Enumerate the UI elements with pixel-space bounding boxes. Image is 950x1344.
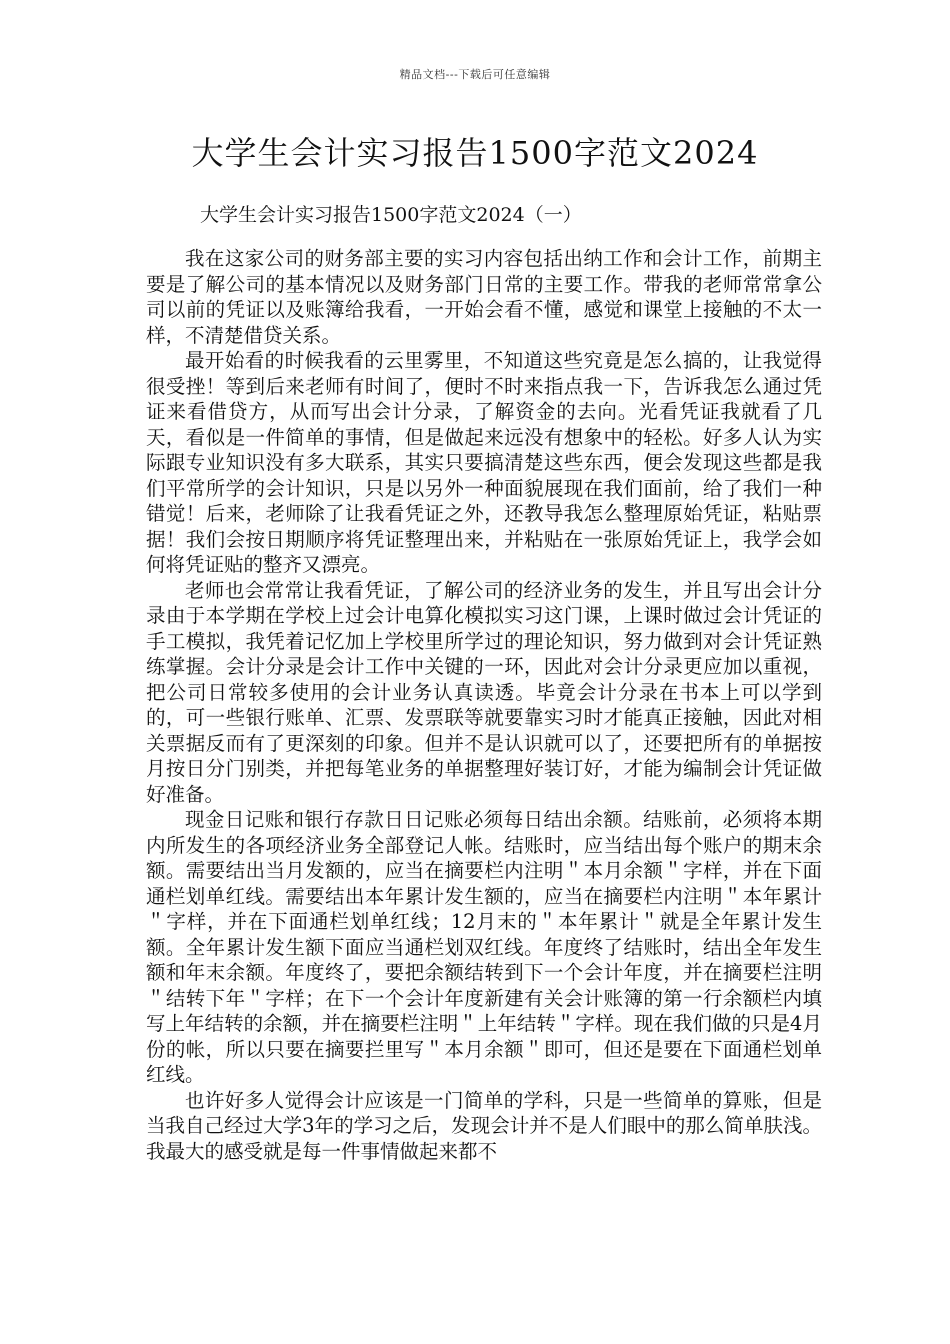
paragraph: 最开始看的时候我看的云里雾里，不知道这些究竟是怎么搞的，让我觉得很受挫！等到后来老师有时间了，便时不时来指点我一下，告诉我怎么通过凭证来看借贷方，从而写出会计分录，了解资金的去向。光看凭证我就看了几天，看似是一件简单的事情，但是做起来远没有想象中的轻松。好多人认为实际跟专业知识没有多大联系，其实只要搞清楚这些东西，便会发现这些都是我们平常所学的会计知识，只是以另外一种面貌展现在我们面前，给了我们一种错觉！后来，老师除了让我看凭证之外，还教导我怎么整理原始凭证，粘贴票据！我们会按日期顺序将凭证整理出来，并粘贴在一张原始凭证上，我学会如何将凭证贴的整齐又漂亮。 <box>146 349 822 576</box>
paragraph: 现金日记账和银行存款日日记账必须每日结出余额。结账前，必须将本期内所发生的各项经济业务全部登记人帐。结账时，应当结出每个账户的期末余额。需要结出当月发额的，应当在摘要栏内注明＂本月余额＂字样，并在下面通栏划单红线。需要结出本年累计发生额的，应当在摘要栏内注明＂本年累计＂字样，并在下面通栏划单红线；12月末的＂本年累计＂就是全年累计发生额。全年累计发生额下面应当通栏划双红线。年度终了结账时，结出全年发生额和年末余额。年度终了，要把余额结转到下一个会计年度，并在摘要栏注明＂结转下年＂字样；在下一个会计年度新建有关会计账簿的第一行余额栏内填写上年结转的余额，并在摘要栏注明＂上年结转＂字样。现在我们做的只是4月份的帐，所以只要在摘要拦里写＂本月余额＂即可，但还是要在下面通栏划单红线。 <box>146 808 822 1086</box>
paragraph: 也许好多人觉得会计应该是一门简单的学科，只是一些简单的算账，但是当我自己经过大学3年的学习之后，发现会计并不是人们眼中的那么简单肤浅。我最大的感受就是每一件事情做起来都不 <box>146 1088 822 1163</box>
body-text <box>146 246 822 1164</box>
paragraph: 老师也会常常让我看凭证，了解公司的经济业务的发生，并且写出会计分录由于本学期在学校上过会计电算化模拟实习这门课，上课时做过会计凭证的手工模拟，我凭着记忆加上学校里所学过的理论知识，努力做到对会计凭证熟练掌握。会计分录是会计工作中关键的一环，因此对会计分录更应加以重视，把公司日常较多使用的会计业务认真读透。毕竟会计分录在书本上可以学到的，可一些银行账单、汇票、发票联等就要靠实习时才能真正接触，因此对相关票据反而有了更深刻的印象。但并不是认识就可以了，还要把所有的单据按月按日分门别类，并把每笔业务的单据整理好装订好，才能为编制会计凭证做好准备。 <box>146 578 822 806</box>
document-title: 大学生会计实习报告1500字范文2024 <box>191 134 759 172</box>
header-note: 精品文档---下载后可任意编辑 <box>399 68 551 81</box>
section-subtitle: 大学生会计实习报告1500字范文2024（一） <box>200 204 582 226</box>
paragraph: 我在这家公司的财务部主要的实习内容包括出纳工作和会计工作，前期主要是了解公司的基本情况以及财务部门日常的主要工作。带我的老师常常拿公司以前的凭证以及账簿给我看，一开始会看不懂，感觉和课堂上接触的不太一样，不清楚借贷关系。 <box>146 247 822 347</box>
